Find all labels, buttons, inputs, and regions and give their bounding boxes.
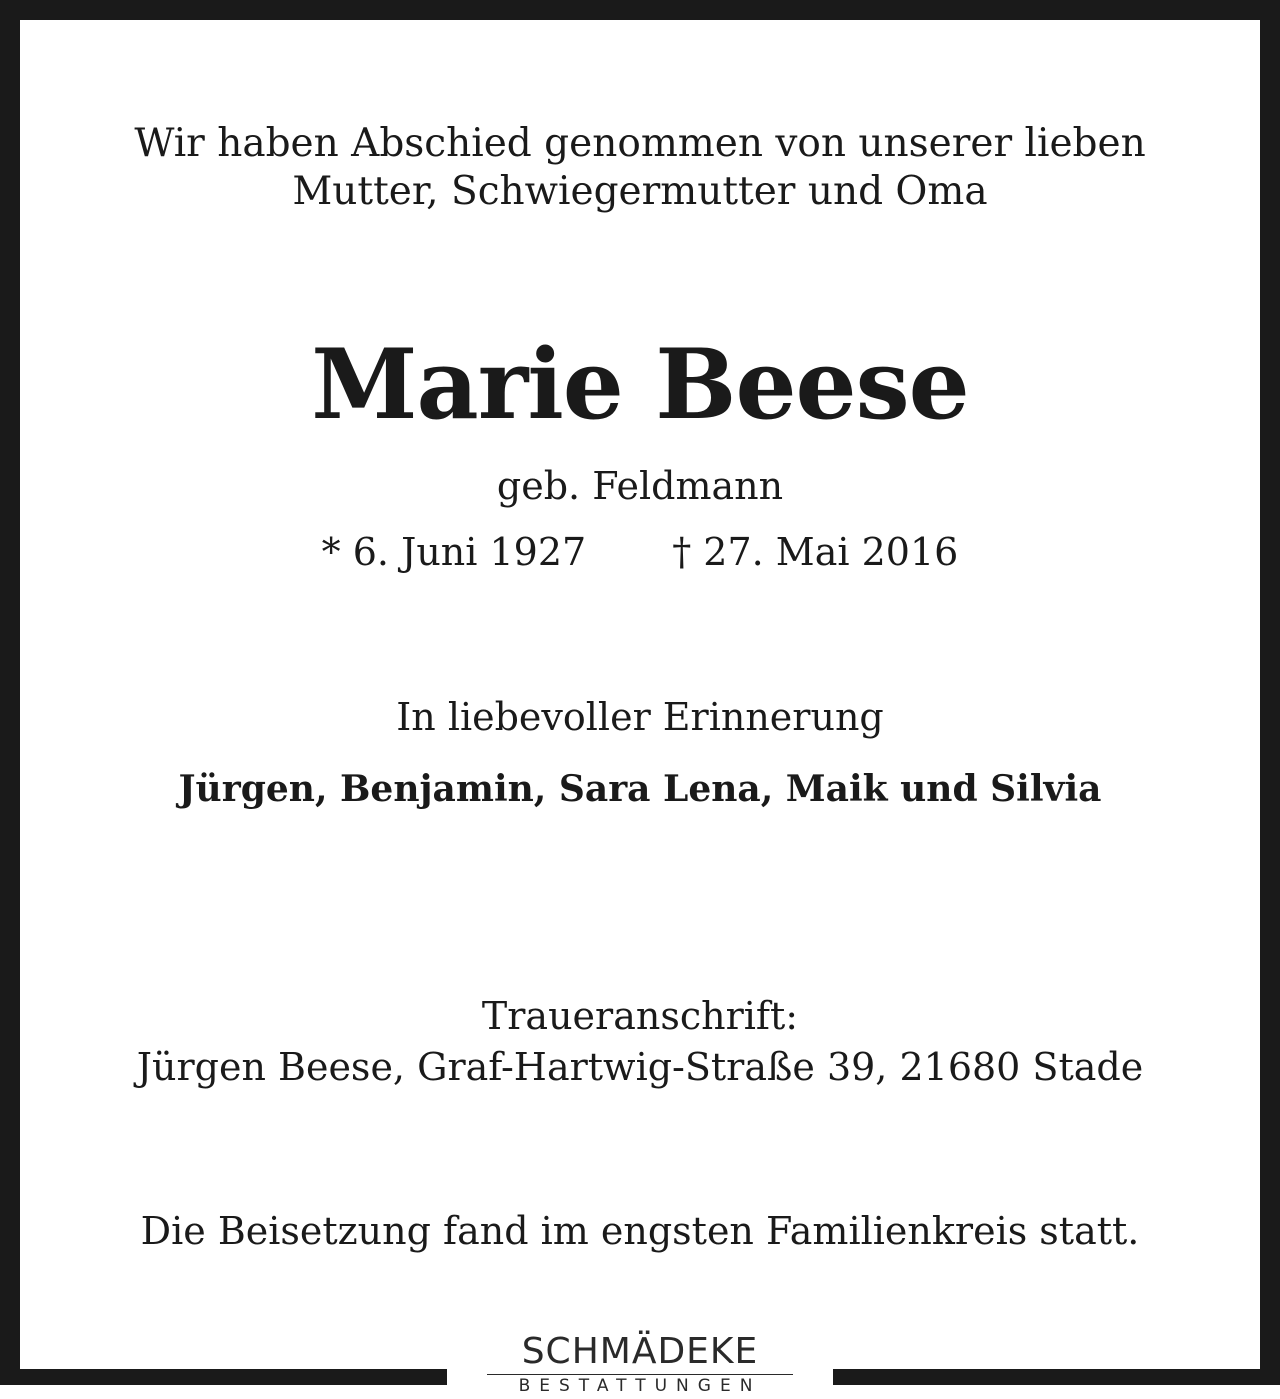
death-date: † 27. Mai 2016 bbox=[672, 530, 959, 574]
family-names: Jürgen, Benjamin, Sara Lena, Maik und Silvia bbox=[178, 768, 1102, 810]
mourning-address-label: Traueranschrift: bbox=[481, 994, 799, 1038]
intro-line-2: Mutter, Schwiegermutter und Oma bbox=[292, 169, 988, 214]
deceased-name: Marie Beese bbox=[311, 328, 969, 441]
memory-line: In liebevoller Erinnerung bbox=[396, 695, 884, 739]
funeral-home-logo bbox=[487, 1332, 793, 1399]
birth-date: * 6. Juni 1927 bbox=[321, 530, 587, 574]
border-bottom-right bbox=[833, 1369, 1280, 1385]
maiden-name: geb. Feldmann bbox=[496, 464, 784, 508]
life-dates bbox=[0, 528, 1280, 576]
border-bottom-left bbox=[0, 1369, 447, 1385]
mourning-address: Jürgen Beese, Graf-Hartwig-Straße 39, 21680 Stade bbox=[136, 1045, 1144, 1089]
intro-text bbox=[0, 120, 1280, 216]
intro-line-1: Wir haben Abschied genommen von unserer lieben bbox=[134, 121, 1146, 166]
funeral-home-subtitle: BESTATTUNGEN bbox=[518, 1376, 762, 1396]
funeral-home-name: SCHMÄDEKE bbox=[521, 1331, 759, 1372]
border-top bbox=[0, 0, 1280, 20]
burial-note: Die Beisetzung fand im engsten Familienkreis statt. bbox=[140, 1209, 1140, 1253]
